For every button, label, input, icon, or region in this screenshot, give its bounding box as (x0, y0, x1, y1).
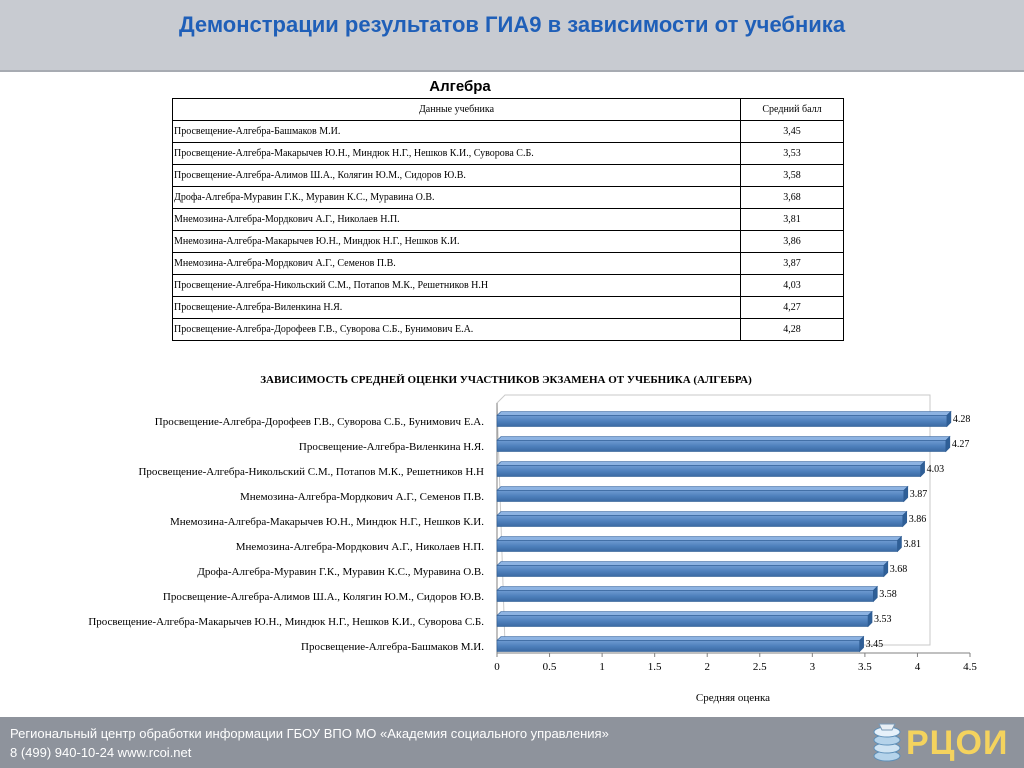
category-label: Дрофа-Алгебра-Муравин Г.К., Муравин К.С., Муравина О.В. (197, 566, 484, 578)
textbook-name-cell: Просвещение-Алгебра-Дорофеев Г.В., Суворова С.Б., Бунимович Е.А. (173, 319, 741, 341)
table-row (173, 231, 844, 253)
bar-front-face (497, 591, 873, 602)
value-label: 3.45 (865, 639, 884, 650)
value-label: 4.28 (952, 414, 971, 425)
bar (497, 437, 950, 452)
stacked-discs-icon (870, 721, 904, 765)
textbook-name-cell: Просвещение-Алгебра-Алимов Ш.А., Колягин Ю.М., Сидоров Ю.В. (173, 165, 741, 187)
table-row (173, 209, 844, 231)
bar-front-face (497, 466, 921, 477)
bar-top-face (497, 562, 888, 566)
bar (497, 537, 901, 552)
textbook-name-cell: Мнемозина-Алгебра-Макарычев Ю.Н., Миндюк Н.Г., Нешков К.И. (173, 231, 741, 253)
rcoi-logo (870, 720, 1020, 766)
textbook-name-cell: Просвещение-Алгебра-Никольский С.М., Потапов М.К., Решетников Н.Н (173, 275, 741, 297)
category-label: Просвещение-Алгебра-Алимов Ш.А., Колягин Ю.М., Сидоров Ю.В. (162, 591, 484, 603)
x-tick-label: 0 (494, 661, 500, 673)
bar-front-face (497, 641, 860, 652)
table-row (173, 297, 844, 319)
bar-front-face (497, 616, 868, 627)
table-header-row (173, 99, 844, 121)
score-cell: 3,45 (741, 121, 844, 143)
x-tick-label: 2 (704, 661, 710, 673)
bar-front-face (497, 416, 947, 427)
category-label: Просвещение-Алгебра-Никольский С.М., Потапов М.К., Решетников Н.Н (138, 466, 484, 478)
x-axis-label: Средняя оценка (695, 692, 771, 704)
category-label: Мнемозина-Алгебра-Мордкович А.Г., Семенов П.В. (240, 491, 484, 503)
footer-organization: Региональный центр обработки информации ГБОУ ВПО МО «Академия социального управления» (10, 726, 609, 741)
score-cell: 4,27 (741, 297, 844, 319)
header-bar (0, 0, 1024, 72)
value-label: 3.81 (903, 539, 921, 550)
footer-contacts: 8 (499) 940-10-24 www.rcoi.net (10, 745, 192, 760)
bar-front-face (497, 491, 904, 502)
bar-top-face (497, 537, 901, 541)
logo-text: РЦОИ (906, 724, 1009, 762)
table-row (173, 187, 844, 209)
value-label: 4.03 (926, 464, 945, 475)
bar (497, 412, 951, 427)
table-row (173, 165, 844, 187)
bar-top-face (497, 637, 864, 641)
table-row (173, 275, 844, 297)
bar (497, 587, 877, 602)
value-label: 3.68 (889, 564, 908, 575)
category-label: Мнемозина-Алгебра-Макарычев Ю.Н., Миндюк Н.Г., Нешков К.И. (169, 516, 484, 528)
score-cell: 3,87 (741, 253, 844, 275)
footer-bar (0, 717, 1024, 768)
value-label: 3.86 (908, 514, 927, 525)
bar-top-face (497, 437, 950, 441)
category-label: Просвещение-Алгебра-Виленкина Н.Я. (298, 441, 484, 453)
bar-front-face (497, 516, 903, 527)
bar (497, 487, 908, 502)
bar-front-face (497, 541, 897, 552)
table-row (173, 143, 844, 165)
column-header-score: Средний балл (741, 99, 844, 121)
score-cell: 3,53 (741, 143, 844, 165)
column-header-textbook: Данные учебника (173, 99, 741, 121)
category-label: Просвещение-Алгебра-Башмаков М.И. (301, 641, 484, 653)
table-row (173, 121, 844, 143)
bar-front-face (497, 566, 884, 577)
bar-top-face (497, 587, 877, 591)
bar-top-face (497, 462, 925, 466)
bar (497, 462, 925, 477)
bar-top-face (497, 512, 907, 516)
score-cell: 4,03 (741, 275, 844, 297)
textbook-name-cell: Просвещение-Алгебра-Виленкина Н.Я. (173, 297, 741, 319)
score-cell: 3,81 (741, 209, 844, 231)
category-label: Мнемозина-Алгебра-Мордкович А.Г., Николаев Н.П. (235, 541, 484, 553)
x-tick-label: 4.5 (963, 661, 977, 673)
value-label: 4.27 (951, 439, 970, 450)
score-cell: 4,28 (741, 319, 844, 341)
bar (497, 562, 888, 577)
score-cell: 3,58 (741, 165, 844, 187)
bar-top-face (497, 412, 951, 416)
textbook-name-cell: Просвещение-Алгебра-Макарычев Ю.Н., Миндюк Н.Г., Нешков К.И., Суворова С.Б. (173, 143, 741, 165)
section-title: Алгебра (429, 78, 491, 95)
value-label: 3.58 (879, 589, 897, 600)
x-tick-label: 1.5 (647, 661, 662, 673)
score-cell: 3,68 (741, 187, 844, 209)
category-label: Просвещение-Алгебра-Дорофеев Г.В., Суворова С.Б., Бунимович Е.А. (154, 416, 484, 428)
x-tick-label: 3.5 (858, 661, 872, 673)
textbook-name-cell: Дрофа-Алгебра-Муравин Г.К., Муравин К.С., Муравина О.В. (173, 187, 741, 209)
textbook-name-cell: Мнемозина-Алгебра-Мордкович А.Г., Семенов П.В. (173, 253, 741, 275)
score-cell: 3,86 (741, 231, 844, 253)
textbook-table (172, 98, 844, 341)
x-tick-label: 3 (809, 661, 816, 673)
x-tick-label: 0.5 (542, 661, 557, 673)
x-tick-label: 1 (599, 661, 605, 673)
bar-top-face (497, 487, 908, 491)
value-label: 3.53 (874, 614, 892, 625)
table-row (173, 253, 844, 275)
table-row (173, 319, 844, 341)
textbook-name-cell: Мнемозина-Алгебра-Мордкович А.Г., Николаев Н.П. (173, 209, 741, 231)
bar (497, 637, 864, 652)
x-tick-label: 4 (914, 661, 921, 673)
category-label: Просвещение-Алгебра-Макарычев Ю.Н., Миндюк Н.Г., Нешков К.И., Суворова С.Б. (88, 616, 484, 628)
bar-chart (0, 360, 1024, 710)
value-label: 3.87 (909, 489, 928, 500)
x-axis-ticks (494, 653, 977, 673)
bar-front-face (497, 441, 946, 452)
chart-title: ЗАВИСИМОСТЬ СРЕДНЕЙ ОЦЕНКИ УЧАСТНИКОВ ЭКЗАМЕНА ОТ УЧЕБНИКА (АЛГЕБРА) (260, 374, 752, 386)
category-labels (88, 416, 484, 653)
bar (497, 612, 872, 627)
page-title: Демонстрации результатов ГИА9 в зависимости от учебника (178, 12, 846, 37)
textbook-name-cell: Просвещение-Алгебра-Башмаков М.И. (173, 121, 741, 143)
bar (497, 512, 907, 527)
x-tick-label: 2.5 (752, 661, 767, 673)
bar-top-face (497, 612, 872, 616)
